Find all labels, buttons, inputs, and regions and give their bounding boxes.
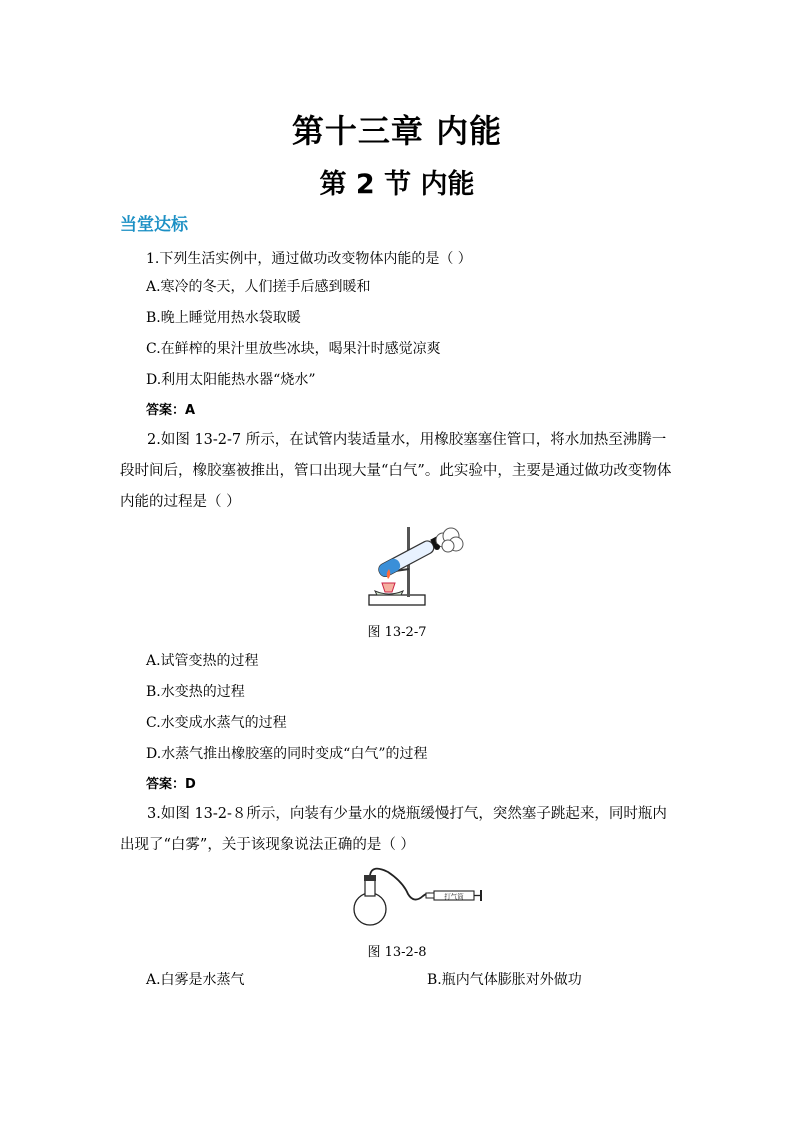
figure-caption-13-2-8: 图 13-2-8 (367, 945, 427, 960)
chapter-title: 第十三章 内能 (291, 112, 503, 150)
q1-stem: 1.下列生活实例中，通过做功改变物体内能的是（ ） (146, 251, 472, 267)
q1-option-c: C.在鲜榨的果汁里放些冰块，喝果汁时感觉凉爽 (146, 341, 441, 357)
q2-option-a: A.试管变热的过程 (146, 653, 259, 669)
section-label: 当堂达标 (120, 215, 188, 235)
figure-test-tube-apparatus (365, 525, 465, 610)
q2-answer: 答案：D (146, 777, 196, 792)
section-title: 第 2 节 内能 (319, 169, 475, 200)
q1-answer: 答案：A (146, 403, 196, 418)
q1-option-d: D.利用太阳能热水器“烧水” (146, 372, 316, 388)
pump-label: 打气筒 (444, 892, 464, 901)
figure-caption-13-2-7: 图 13-2-7 (367, 625, 427, 640)
q3-option-b: B.瓶内气体膨胀对外做功 (427, 972, 582, 988)
q2-stem: 2.如图 13-2-7 所示，在试管内装适量水，用橡胶塞塞住管口，将水加热至沸腾一段时间后，橡胶塞被推出，管口出现大量“白气”。此实验中，主要是通过做功改变物体内能的过程是（ ） (120, 432, 672, 510)
q2-option-b: B.水变热的过程 (146, 684, 245, 700)
q2-option-d: D.水蒸气推出橡胶塞的同时变成“白气”的过程 (146, 746, 428, 762)
q1-option-a: A.寒冷的冬天，人们搓手后感到暖和 (146, 279, 371, 295)
q3-option-a: A.白雾是水蒸气 (146, 972, 245, 988)
q2-option-c: C.水变成水蒸气的过程 (146, 715, 287, 731)
figure-flask-pump (348, 866, 483, 928)
q1-option-b: B.晚上睡觉用热水袋取暖 (146, 310, 301, 326)
q3-stem: 3.如图 13-2-８所示，向装有少量水的烧瓶缓慢打气，突然塞子跳起来，同时瓶内出现了“白雾”，关于该现象说法正确的是（ ） (120, 806, 667, 853)
